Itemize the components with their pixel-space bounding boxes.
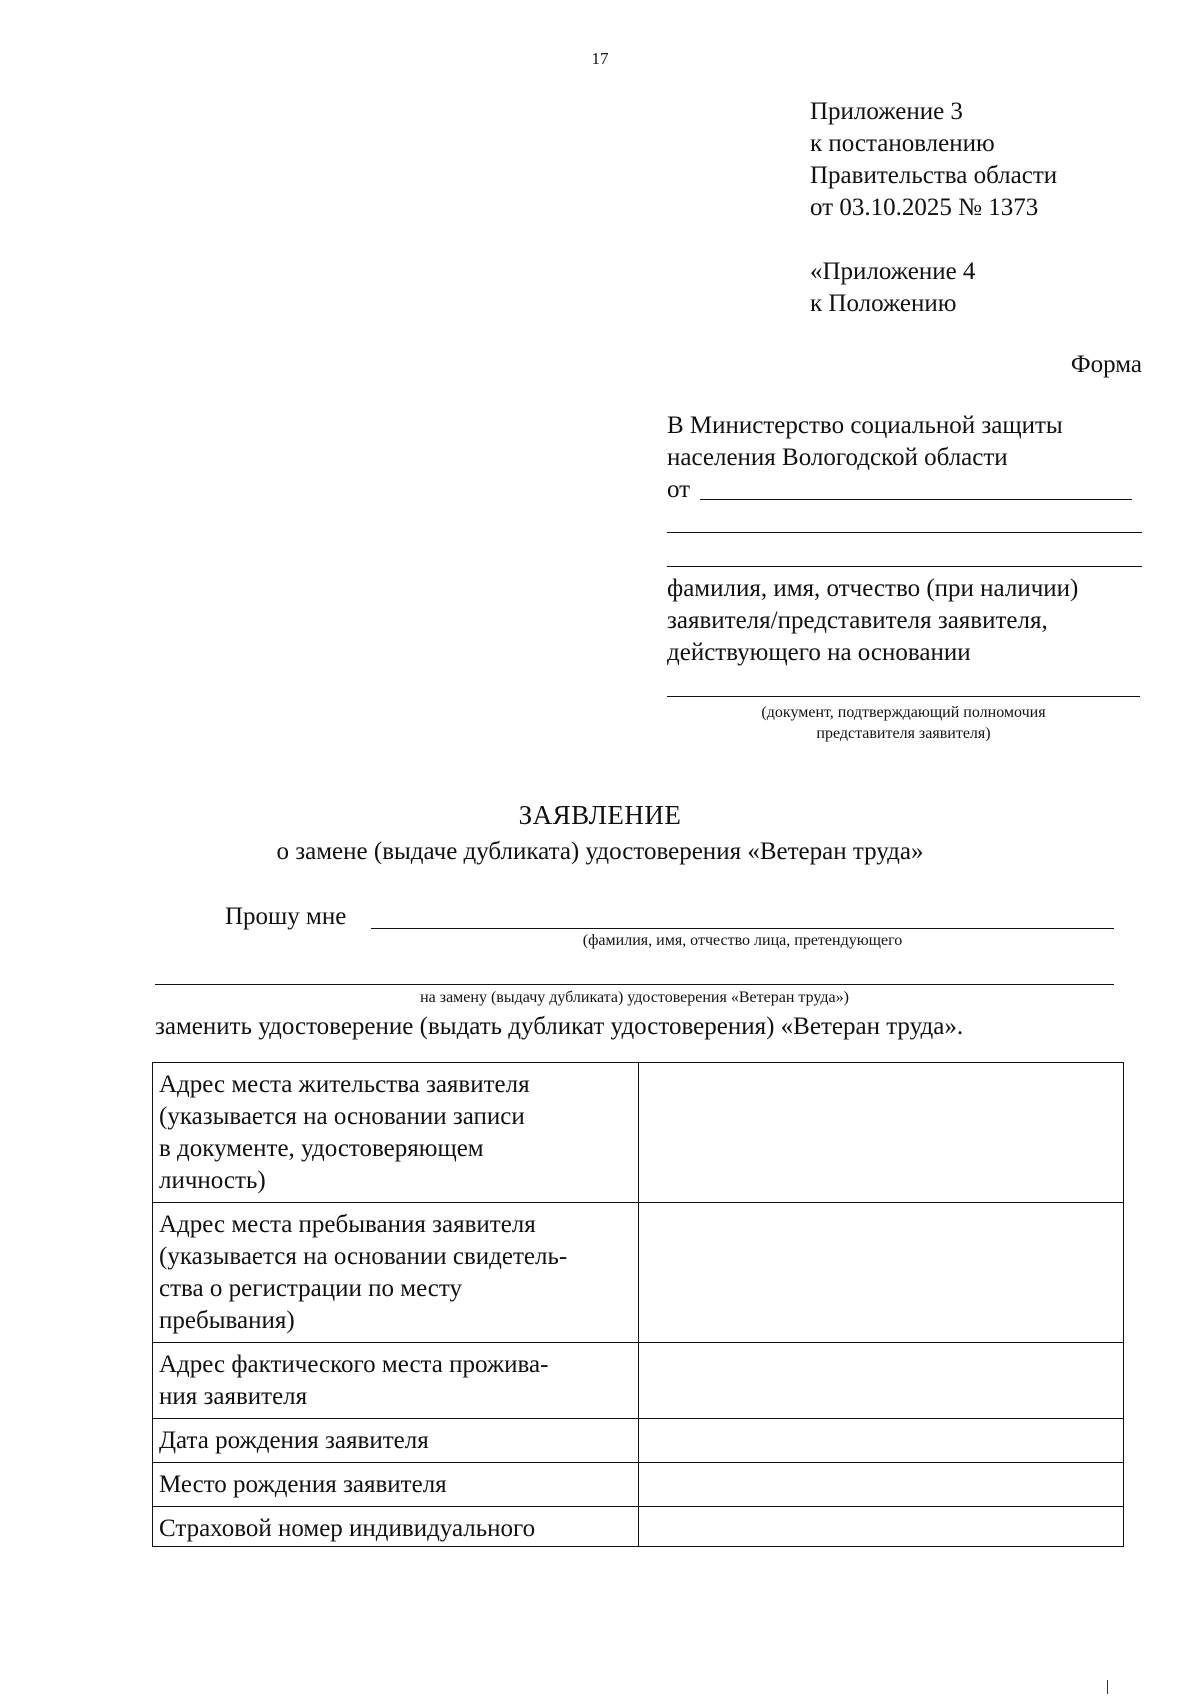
- document-subtitle: о замене (выдаче дубликата) удостоверения «Ветеран труда»: [276, 838, 924, 865]
- row-label-actual-address: [153, 1343, 639, 1419]
- applicant-hint: [667, 573, 1147, 669]
- appendix-line: Правительства области: [810, 162, 1058, 189]
- label-line: Адрес фактического места прожива-: [159, 1351, 549, 1378]
- label-line: личность): [159, 1167, 266, 1194]
- appendix-sub-line: к Положению: [810, 290, 957, 317]
- row-value-stay-address[interactable]: [638, 1203, 1123, 1343]
- request-name-fill-line[interactable]: [371, 928, 1114, 929]
- row-value-insurance-number[interactable]: [638, 1507, 1123, 1547]
- table-row: [153, 1203, 1124, 1343]
- document-hint: [667, 702, 1140, 744]
- label-line: ства о регистрации по месту: [159, 1275, 462, 1302]
- addressee-line-1: В Министерство социальной защиты: [667, 412, 1063, 439]
- row-value-residence-address[interactable]: [638, 1063, 1123, 1203]
- appendix-line: к постановлению: [810, 130, 995, 157]
- from-row: [667, 474, 1142, 506]
- label-line: пребывания): [159, 1307, 295, 1334]
- applicant-fill-line-3[interactable]: [667, 565, 1142, 567]
- table-row: [153, 1063, 1124, 1203]
- applicant-hint-line: заявителя/представителя заявителя,: [667, 607, 1048, 634]
- label-line: Страховой номер индивидуального: [159, 1515, 536, 1542]
- addressee-block: [667, 410, 1142, 567]
- label-line: в документе, удостоверяющем: [159, 1135, 484, 1162]
- label-line: Адрес места жительства заявителя: [159, 1071, 530, 1098]
- row-value-actual-address[interactable]: [638, 1343, 1123, 1419]
- appendix-line: от 03.10.2025 № 1373: [810, 194, 1039, 221]
- request-prefix: Прошу мне: [225, 903, 347, 930]
- appendix-sub-line: «Приложение 4: [810, 258, 976, 285]
- table-row: [153, 1419, 1124, 1463]
- label-line: (указывается на основании свидетель-: [159, 1243, 568, 1270]
- table-row: [153, 1343, 1124, 1419]
- row-label-residence-address: [153, 1063, 639, 1203]
- addressee-line-2: населения Вологодской области: [667, 444, 1008, 471]
- row-label-stay-address: [153, 1203, 639, 1343]
- document-fill-line[interactable]: [667, 696, 1140, 697]
- appendix-spacer: [810, 224, 1057, 256]
- row-label-birth-place: [153, 1463, 639, 1507]
- request-hint-2: на замену (выдачу дубликата) удостоверения «Ветеран труда»): [420, 989, 849, 1006]
- applicant-fill-line-2[interactable]: [667, 531, 1142, 533]
- form-label: Форма: [1070, 351, 1142, 378]
- label-line: Адрес места пребывания заявителя: [159, 1211, 536, 1238]
- table-row: [153, 1463, 1124, 1507]
- label-line: Дата рождения заявителя: [159, 1427, 429, 1454]
- from-fill-line[interactable]: [700, 498, 1132, 500]
- from-label: от: [667, 476, 691, 503]
- request-hint-1: (фамилия, имя, отчество лица, претендующего: [582, 932, 903, 949]
- row-value-birth-date[interactable]: [638, 1419, 1123, 1463]
- document-hint-line: представителя заявителя): [816, 725, 991, 742]
- applicant-hint-line: действующего на основании: [667, 639, 971, 666]
- document-title: ЗАЯВЛЕНИЕ: [518, 800, 682, 830]
- scan-mark: [1107, 1680, 1108, 1694]
- appendix-line: Приложение 3: [810, 98, 963, 125]
- applicant-hint-line: фамилия, имя, отчество (при наличии): [667, 575, 1079, 602]
- document-hint-line: (документ, подтверждающий полномочия: [761, 704, 1046, 721]
- label-line: (указывается на основании записи: [159, 1103, 525, 1130]
- request-name-fill-line-2[interactable]: [155, 984, 1114, 985]
- label-line: Место рождения заявителя: [159, 1471, 447, 1498]
- page-number: 17: [591, 49, 609, 68]
- row-label-birth-date: [153, 1419, 639, 1463]
- applicant-info-table: [152, 1062, 1124, 1547]
- table-row: [153, 1507, 1124, 1547]
- row-value-birth-place[interactable]: [638, 1463, 1123, 1507]
- row-label-insurance-number: [153, 1507, 639, 1547]
- label-line: ния заявителя: [159, 1383, 308, 1410]
- request-continuation: заменить удостоверение (выдать дубликат удостоверения) «Ветеран труда».: [155, 1013, 964, 1040]
- appendix-header: [810, 96, 1057, 320]
